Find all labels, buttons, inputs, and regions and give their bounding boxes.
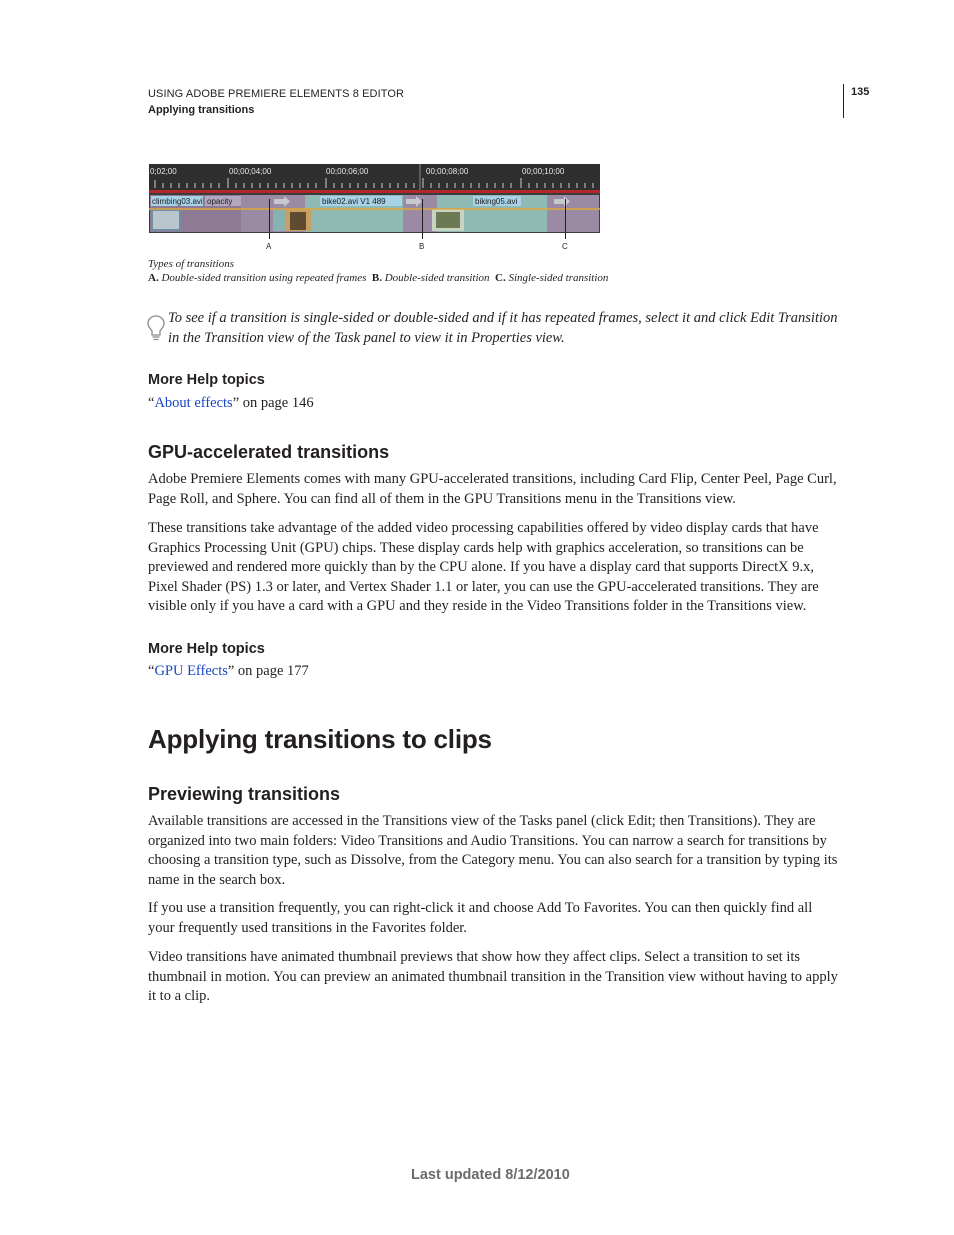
caption-text-c: Single-sided transition	[508, 272, 609, 284]
last-updated-footer: Last updated 8/12/2010	[411, 1167, 570, 1183]
callout-label-a: A	[266, 242, 272, 251]
ref-open-quote-2: “	[148, 663, 155, 679]
ref-suffix-1: ” on page 146	[232, 395, 314, 411]
header-divider	[843, 84, 844, 118]
previewing-paragraph-1: Available transitions are accessed in the Transitions view of the Tasks panel (click Edit; then Transitions). They are organized into two main folders: Video Transitions and Audio Transitions. You can narrow a search for transitions by choosing a transition type, such as Dissolve, from the Category menu. You can also search for a transition by typing its name in the search box.	[148, 813, 838, 888]
running-header-section: Applying transitions	[148, 104, 255, 116]
callout-line-c	[565, 199, 566, 239]
callout-line-b	[422, 199, 423, 239]
tip-text: To see if a transition is single-sided or double-sided and if it has repeated frames, select it and click Edit Transition in the Transition view of the Task panel to view it in Properties view.	[168, 310, 838, 346]
previewing-heading: Previewing transitions	[148, 784, 341, 804]
timecode-5: 00;00;10;00	[522, 167, 565, 176]
running-header-title: USING ADOBE PREMIERE ELEMENTS 8 EDITOR	[148, 88, 405, 100]
callout-label-b: B	[419, 242, 425, 251]
page-number: 135	[851, 86, 870, 98]
clip-label-climbing: climbing03.avi	[152, 197, 203, 206]
callout-line-a	[269, 199, 270, 239]
caption-letter-c: C.	[495, 272, 506, 284]
about-effects-link[interactable]: About effects	[154, 395, 233, 411]
gpu-effects-link[interactable]: GPU Effects	[154, 663, 228, 679]
clip-label-biking: biking05.avi	[475, 197, 518, 206]
timecode-1: 0;02;00	[150, 167, 177, 176]
more-help-ref-1	[148, 395, 314, 412]
gpu-paragraph-1: Adobe Premiere Elements comes with many GPU-accelerated transitions, including Card Flip, Center Peel, Page Curl, Page Roll, and Sphere. You can find all of them in the GPU Transitions menu in the Transitions view.	[148, 471, 837, 507]
main-heading: Applying transitions to clips	[148, 724, 492, 754]
ref-suffix-2: ” on page 177	[227, 663, 309, 679]
ref-open-quote-1: “	[148, 395, 155, 411]
previewing-paragraph-3: Video transitions have animated thumbnail previews that show how they affect clips. Select a transition to set its thumbnail in motion. You can preview an animated thumbnail transition in the Transition view without having to apply it to a clip.	[148, 949, 838, 1005]
clip-label-opacity: opacity	[207, 197, 233, 206]
gpu-heading: GPU-accelerated transitions	[148, 442, 390, 462]
timecode-2: 00;00;04;00	[229, 167, 272, 176]
callout-label-c: C	[562, 242, 568, 251]
more-help-heading-2: More Help topics	[148, 641, 265, 657]
timeline-illustration	[149, 164, 600, 233]
caption-text-a: Double-sided transition using repeated frames	[161, 272, 367, 284]
caption-text-b: Double-sided transition	[384, 272, 490, 284]
caption-letter-a: A.	[148, 272, 159, 284]
more-help-ref-2	[148, 663, 309, 680]
caption-letter-b: B.	[371, 272, 382, 284]
gpu-paragraph-2: These transitions take advantage of the added video processing capabilities offered by video display cards that have Graphics Processing Unit (GPU) chips. These display cards help with graphics acceleration, so transitions can be previewed and rendered more quickly than by the CPU alone. If you have a display card that supports DirectX 9.x, Pixel Shader (PS) 1.3 or later, and Vertex Shader 1.1 or later, you can use the GPU-accelerated transitions. They are visible only if you have a card with a GPU and they reside in the Video Transitions folder in the Transitions view.	[148, 520, 819, 615]
more-help-heading-1: More Help topics	[148, 372, 265, 388]
previewing-paragraph-2: If you use a transition frequently, you can right-click it and choose Add To Favorites. You can then quickly find all your frequently used transitions in the Favorites folder.	[148, 900, 813, 936]
lightbulb-icon	[146, 314, 166, 342]
clip-label-bike: bike02.avi V1 489	[322, 197, 386, 206]
timeline-figure	[149, 164, 600, 233]
timecode-4: 00;00;08;00	[426, 167, 469, 176]
figure-caption-title: Types of transitions	[148, 258, 234, 270]
figure-caption-items	[148, 271, 848, 285]
timecode-3: 00;00;06;00	[326, 167, 369, 176]
